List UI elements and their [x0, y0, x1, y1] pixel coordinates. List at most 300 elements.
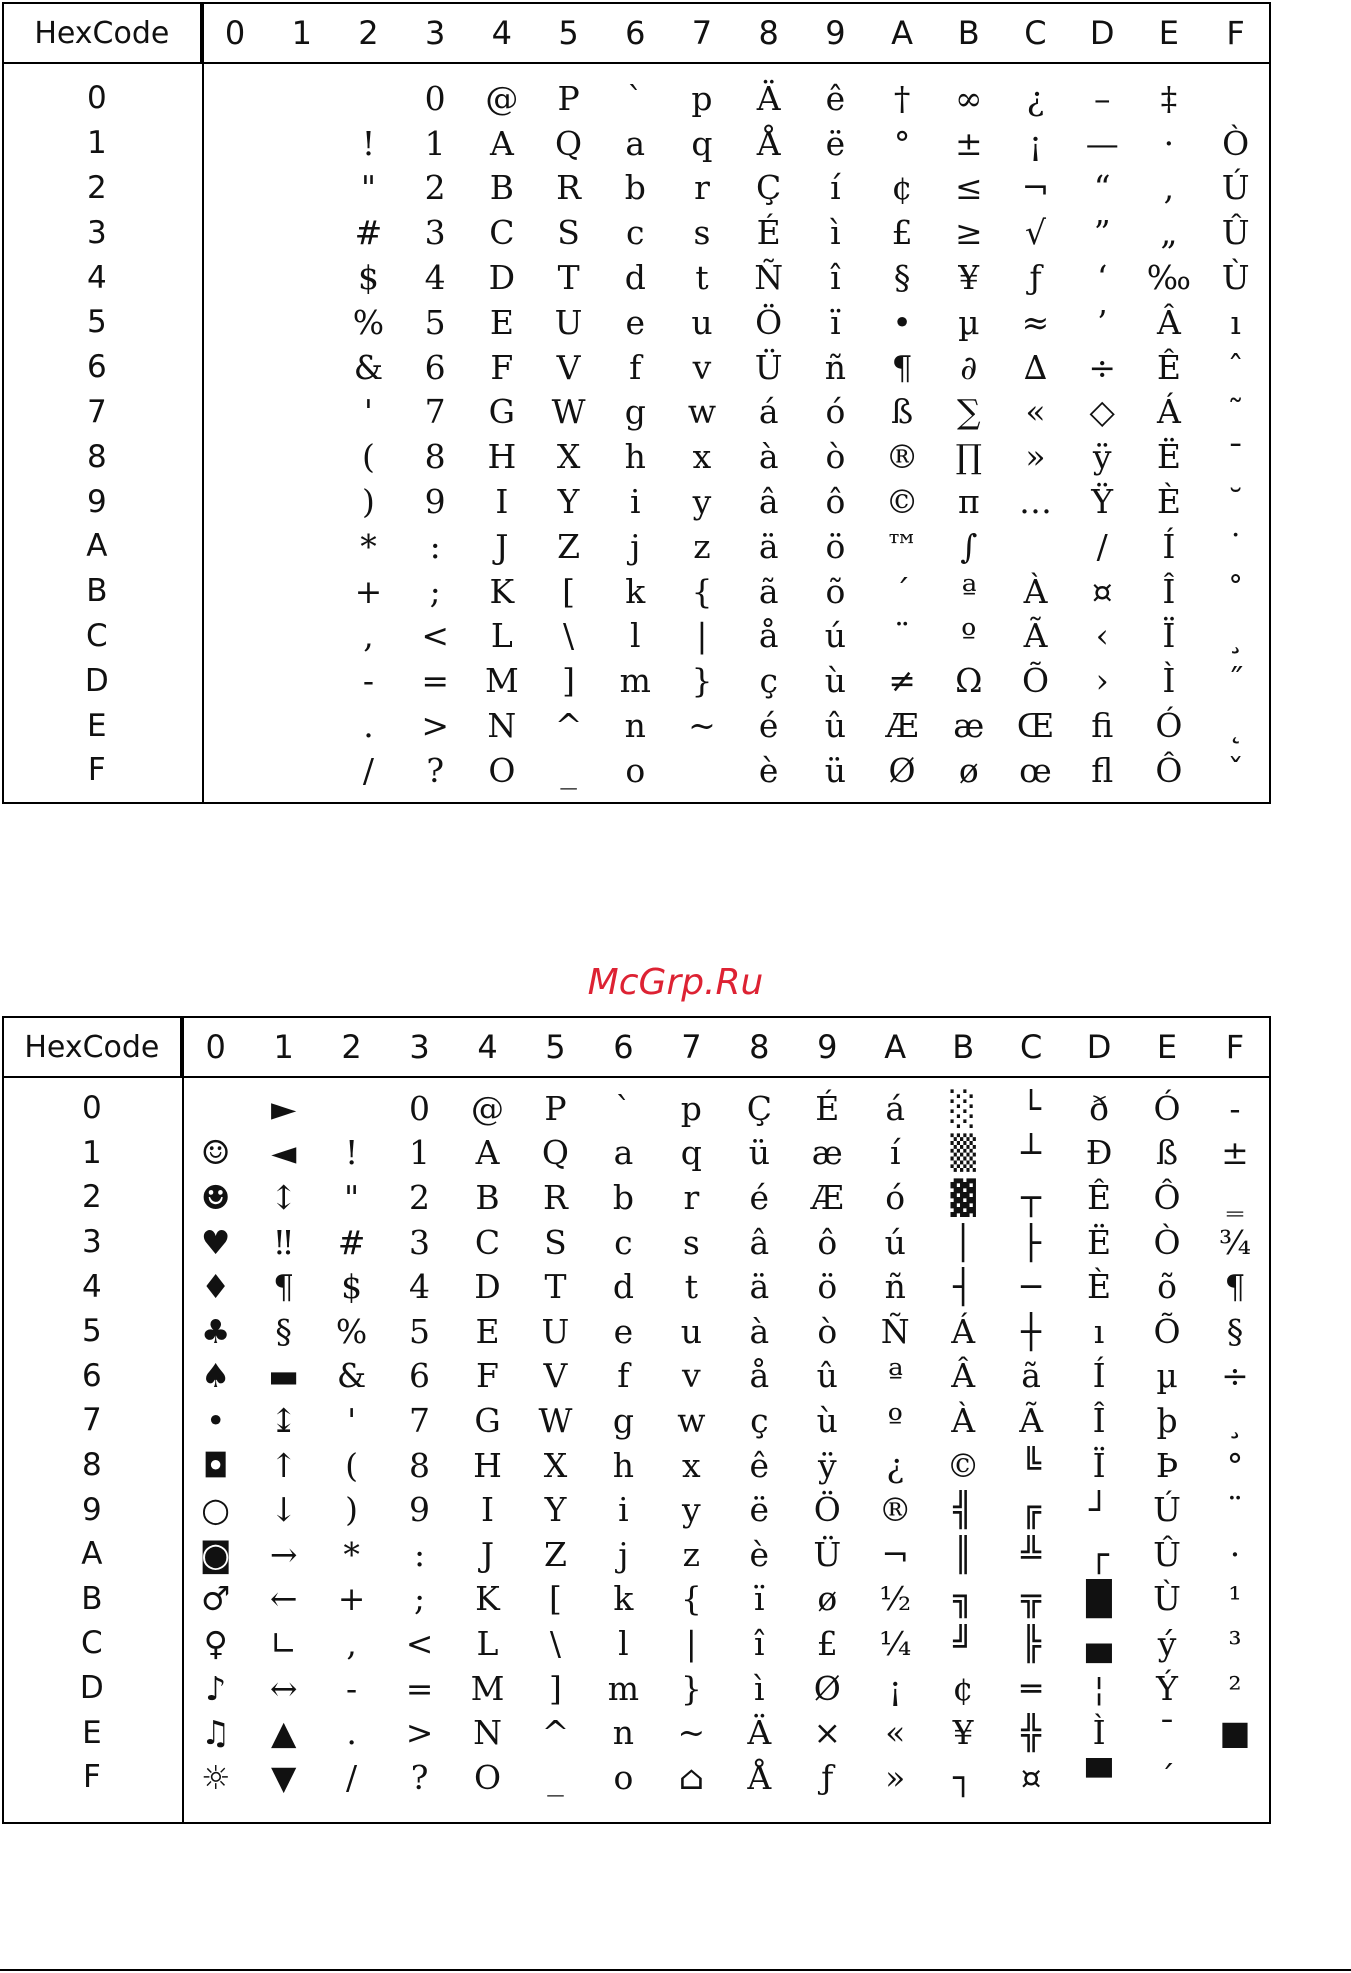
row-header: 4 — [86, 259, 107, 296]
character-cell: t — [684, 1267, 698, 1307]
character-cell: ¤ — [1020, 1757, 1042, 1797]
character-cell: 0 — [424, 78, 446, 118]
character-cell: g — [624, 392, 646, 432]
character-cell: Õ — [1153, 1311, 1181, 1351]
character-cell: 1 — [424, 123, 446, 163]
character-cell: › — [1095, 661, 1109, 701]
row-cells — [202, 213, 1269, 253]
character-cell: S — [544, 1222, 567, 1262]
row-cells — [202, 168, 1269, 208]
character-cell: h — [624, 437, 646, 477]
character-cell: « — [1025, 392, 1046, 432]
row-header: 6 — [86, 349, 107, 386]
character-cell: 8 — [424, 437, 446, 477]
character-cell: ý — [1157, 1623, 1177, 1663]
character-cell: , — [1163, 168, 1175, 208]
character-cell: ç — [750, 1400, 769, 1440]
character-cell — [202, 261, 269, 294]
character-cell: ½ — [879, 1579, 912, 1619]
character-cell: F — [476, 1356, 499, 1396]
row-cells — [182, 1356, 1269, 1396]
column-header: 1 — [291, 14, 312, 52]
character-cell: _ — [547, 1757, 564, 1797]
character-cell: , — [346, 1623, 357, 1663]
character-cell: m — [607, 1668, 640, 1708]
character-cell: µ — [1156, 1356, 1178, 1396]
character-cell — [268, 530, 335, 563]
character-cell: X — [543, 1445, 568, 1485]
row-cells — [182, 1400, 1269, 1440]
character-cell: ! — [361, 123, 376, 163]
character-cell — [202, 216, 269, 249]
character-cell: Ü — [754, 347, 783, 387]
character-table-1 — [2, 2, 1271, 804]
character-cell: > — [421, 706, 449, 746]
character-cell: a — [625, 123, 646, 163]
character-cell: | — [685, 1623, 697, 1663]
character-cell: ┌ — [1089, 1534, 1110, 1574]
row-cells — [182, 1579, 1269, 1619]
row-header: 6 — [81, 1357, 102, 1394]
character-cell: ﬁ — [1091, 706, 1114, 746]
hexcode-corner-label: HexCode — [4, 1018, 182, 1076]
table-row — [4, 1666, 1269, 1711]
character-cell: © — [946, 1445, 980, 1485]
character-cell: ) — [345, 1490, 359, 1530]
character-cell: † — [893, 78, 911, 118]
character-cell — [202, 485, 269, 518]
character-cell: § — [893, 258, 911, 298]
character-cell: 8 — [409, 1445, 431, 1485]
character-cell: Ï — [1092, 1445, 1106, 1485]
character-cell: ñ — [884, 1267, 906, 1307]
character-cell: ” — [1093, 213, 1111, 253]
character-cell: ä — [758, 526, 779, 566]
character-cell: ☺ — [200, 1133, 231, 1173]
character-cell — [1202, 82, 1269, 115]
character-cell: ∆ — [1023, 347, 1048, 387]
character-cell: ¶ — [1224, 1267, 1246, 1307]
character-cell: 5 — [424, 302, 446, 342]
column-header: 9 — [817, 1028, 838, 1066]
character-cell: ▲ — [270, 1713, 297, 1753]
character-cell: ë — [825, 123, 846, 163]
character-cell: W — [551, 392, 586, 432]
column-header: 0 — [224, 14, 246, 52]
character-cell: ┬ — [1021, 1177, 1042, 1217]
character-cell: c — [626, 213, 645, 253]
character-cell: ` — [627, 78, 644, 118]
character-cell: ¬ — [1021, 168, 1050, 208]
character-cell: ù — [824, 661, 847, 701]
row-header: 8 — [81, 1447, 102, 1484]
character-cell: ‰ — [1146, 258, 1192, 298]
character-cell: } — [691, 661, 713, 701]
character-cell: → — [269, 1534, 298, 1574]
character-cell: ƒ — [821, 1757, 834, 1797]
character-cell: õ — [825, 571, 846, 611]
character-cell: " — [344, 1177, 360, 1217]
character-cell: ' — [347, 1400, 357, 1440]
character-cell: u — [691, 302, 713, 342]
character-cell: O — [488, 750, 516, 790]
character-cell: Z — [557, 526, 581, 566]
character-cell: î — [830, 258, 841, 298]
character-cell: æ — [953, 706, 985, 746]
character-cell: ♠ — [200, 1356, 231, 1396]
row-cells — [202, 258, 1269, 298]
character-cell: ╩ — [1021, 1534, 1042, 1574]
character-cell: © — [885, 482, 919, 522]
character-cell: / — [1096, 526, 1108, 566]
character-cell: ¡ — [1028, 123, 1043, 163]
character-cell: Ä — [756, 78, 781, 118]
character-cell: ò — [817, 1311, 838, 1351]
character-cell: ü — [824, 750, 847, 790]
character-cell: ' — [363, 392, 373, 432]
character-cell: ☻ — [200, 1177, 231, 1217]
table-row — [4, 255, 1269, 300]
row-header: 0 — [86, 80, 107, 117]
column-header: A — [891, 14, 914, 52]
character-cell: ; — [413, 1579, 426, 1619]
character-cell: • — [205, 1400, 226, 1440]
character-cell: │ — [953, 1222, 974, 1262]
character-cell: » — [1025, 437, 1046, 477]
character-cell: ♀ — [203, 1623, 228, 1663]
character-cell: : — [413, 1534, 426, 1574]
row-header: 3 — [86, 214, 107, 251]
column-header: 8 — [749, 1028, 770, 1066]
row-header: 2 — [81, 1179, 102, 1216]
character-cell: Q — [541, 1133, 569, 1173]
table-row — [4, 1354, 1269, 1399]
character-cell: £ — [891, 213, 913, 253]
character-cell: T — [544, 1267, 567, 1307]
page-bottom-rule — [0, 1969, 1351, 1971]
character-cell: ˝ — [1227, 661, 1244, 701]
character-cell: * — [360, 526, 377, 566]
table-row — [4, 390, 1269, 435]
character-cell: º — [961, 616, 977, 656]
character-cell: y — [682, 1490, 701, 1530]
table-row — [4, 1443, 1269, 1488]
character-cell: ¸ — [1226, 1400, 1244, 1440]
character-cell: 4 — [409, 1267, 431, 1307]
character-cell: · — [1163, 123, 1175, 163]
character-cell: t — [695, 258, 709, 298]
character-cell — [202, 754, 269, 787]
column-header: 2 — [341, 1028, 362, 1066]
character-cell: » — [885, 1757, 906, 1797]
table-row — [4, 614, 1269, 659]
character-cell: ═ — [1021, 1668, 1042, 1708]
character-cell: j — [630, 526, 641, 566]
character-cell: ì — [830, 213, 841, 253]
character-cell: ú — [884, 1222, 906, 1262]
table-row — [4, 345, 1269, 390]
character-cell: { — [680, 1579, 702, 1619]
character-cell: ┘ — [1089, 1490, 1110, 1530]
column-header: E — [1158, 14, 1179, 52]
character-cell — [268, 216, 335, 249]
character-cell: e — [625, 302, 646, 342]
character-cell: ♦ — [200, 1267, 231, 1307]
character-cell: F — [490, 347, 514, 387]
row-cells — [182, 1623, 1269, 1663]
character-cell: ┐ — [953, 1757, 974, 1797]
character-cell: 3 — [424, 213, 446, 253]
character-cell: b — [624, 168, 646, 208]
character-cell: ß — [1156, 1133, 1179, 1173]
character-cell: L — [476, 1623, 499, 1663]
character-cell: g — [612, 1400, 634, 1440]
table-row — [4, 434, 1269, 479]
character-cell: È — [1156, 482, 1181, 522]
character-cell — [318, 1092, 386, 1125]
table-row — [4, 1220, 1269, 1265]
character-cell: £ — [816, 1623, 838, 1663]
character-cell: Å — [747, 1757, 772, 1797]
character-cell: q — [680, 1133, 702, 1173]
column-header: D — [1086, 1028, 1112, 1066]
character-cell: ò — [825, 437, 846, 477]
character-cell: ° — [1226, 1445, 1244, 1485]
character-cell: ( — [362, 437, 375, 477]
character-cell: â — [749, 1222, 770, 1262]
row-cells — [182, 1311, 1269, 1351]
row-cells — [182, 1668, 1269, 1708]
character-cell: À — [951, 1400, 976, 1440]
character-cell: & — [336, 1356, 367, 1396]
character-cell — [268, 440, 335, 473]
character-cell: ○ — [201, 1490, 231, 1530]
character-cell: ¿ — [1026, 78, 1045, 118]
column-header: 7 — [691, 14, 713, 52]
character-cell: ± — [1221, 1133, 1249, 1173]
table-row — [4, 1532, 1269, 1577]
character-cell: ∑ — [957, 392, 981, 432]
character-cell: × — [813, 1713, 842, 1753]
character-cell: ˙ — [1227, 526, 1244, 566]
character-cell: - — [346, 1668, 358, 1708]
character-cell: ∫ — [960, 526, 978, 566]
table-row — [4, 1577, 1269, 1622]
character-cell: ▀ — [1086, 1757, 1112, 1797]
character-cell: Ç — [746, 1088, 772, 1128]
character-cell: … — [1018, 482, 1052, 522]
character-cell: C — [489, 213, 515, 253]
character-cell: ♣ — [200, 1311, 231, 1351]
character-cell: ) — [362, 482, 375, 522]
character-cell: G — [474, 1400, 501, 1440]
character-cell: É — [756, 213, 781, 253]
character-cell: ◇ — [1089, 392, 1115, 432]
row-header: 9 — [86, 483, 107, 520]
character-cell: + — [354, 571, 383, 611]
character-cell: ‘ — [1096, 258, 1108, 298]
character-cell: Ô — [1153, 1177, 1181, 1217]
character-cell: C — [474, 1222, 501, 1262]
column-header: 3 — [424, 14, 446, 52]
character-cell — [202, 664, 269, 697]
character-cell: é — [758, 706, 779, 746]
character-cell: ▒ — [950, 1133, 976, 1173]
character-cell: ─ — [1021, 1267, 1042, 1307]
row-cells — [182, 1445, 1269, 1485]
character-cell: @ — [471, 1088, 504, 1128]
character-cell: É — [815, 1088, 840, 1128]
character-cell: Ç — [756, 168, 782, 208]
character-cell: ┤ — [953, 1267, 974, 1307]
character-cell — [669, 754, 736, 787]
character-cell: ˜ — [1227, 392, 1244, 432]
row-cells — [182, 1490, 1269, 1530]
character-cell: { — [691, 571, 713, 611]
character-cell: ª — [887, 1356, 904, 1396]
character-cell: ë — [749, 1490, 770, 1530]
character-cell: ◄ — [270, 1133, 297, 1173]
table-row — [4, 658, 1269, 703]
column-header: 1 — [273, 1028, 294, 1066]
character-cell: ¼ — [879, 1623, 912, 1663]
column-header: F — [1225, 1028, 1245, 1066]
character-cell — [268, 306, 335, 339]
character-cell: l — [618, 1623, 629, 1663]
character-cell: ║ — [953, 1534, 974, 1574]
character-cell: N — [487, 706, 517, 746]
row-cells — [202, 482, 1269, 522]
character-cell: Ú — [1153, 1490, 1181, 1530]
character-cell — [202, 351, 269, 384]
character-cell: e — [613, 1311, 634, 1351]
character-cell: 7 — [409, 1400, 431, 1440]
character-cell: î — [754, 1623, 765, 1663]
character-cell: ö — [825, 526, 846, 566]
hexcode-corner-label: HexCode — [4, 4, 202, 62]
character-cell: ê — [825, 78, 846, 118]
character-cell — [268, 127, 335, 160]
character-cell: 4 — [424, 258, 446, 298]
character-cell: @ — [485, 78, 519, 118]
character-cell: ¬ — [881, 1534, 910, 1574]
character-cell — [202, 709, 269, 742]
character-cell: X — [556, 437, 581, 477]
character-cell: # — [337, 1222, 366, 1262]
character-cell — [202, 171, 269, 204]
row-cells — [182, 1088, 1269, 1128]
character-cell: • — [892, 302, 912, 342]
character-cell: ┼ — [1021, 1311, 1042, 1351]
character-cell: ∏ — [955, 437, 982, 477]
character-cell: D — [474, 1267, 501, 1307]
character-cell: Ω — [955, 661, 983, 701]
character-cell: R — [556, 168, 581, 208]
character-cell: } — [680, 1668, 702, 1708]
table-row — [4, 1086, 1269, 1131]
character-cell: s — [682, 1222, 700, 1262]
table-row — [4, 479, 1269, 524]
row-header: C — [81, 1625, 103, 1662]
character-cell: √ — [1024, 213, 1046, 253]
character-cell: È — [1087, 1267, 1112, 1307]
character-cell: „ — [1160, 213, 1178, 253]
row-cells — [202, 571, 1269, 611]
row-cells — [202, 616, 1269, 656]
character-cell: ! — [344, 1133, 359, 1173]
character-cell: ÷ — [1221, 1356, 1249, 1396]
character-cell: è — [749, 1534, 770, 1574]
character-cell: ˘ — [1227, 482, 1244, 522]
character-cell: 7 — [424, 392, 446, 432]
character-cell: , — [363, 616, 374, 656]
character-cell: á — [758, 392, 779, 432]
character-cell: Ô — [1155, 750, 1183, 790]
character-cell: Æ — [885, 706, 919, 746]
character-cell: ï — [754, 1579, 765, 1619]
character-cell: ╠ — [1021, 1623, 1042, 1663]
character-cell: ▼ — [270, 1757, 297, 1797]
row-header: 3 — [81, 1224, 102, 1261]
character-cell — [268, 619, 335, 652]
character-cell: 2 — [424, 168, 446, 208]
row-header: 5 — [86, 304, 107, 341]
character-cell: Q — [555, 123, 583, 163]
character-cell: o — [613, 1757, 634, 1797]
character-cell — [1201, 1761, 1269, 1794]
character-cell: ﬂ — [1091, 750, 1114, 790]
character-cell: ? — [410, 1757, 429, 1797]
column-header: E — [1156, 1028, 1178, 1066]
character-cell: u — [680, 1311, 702, 1351]
character-cell: ┴ — [1021, 1133, 1042, 1173]
character-cell: ↕ — [269, 1177, 298, 1217]
character-cell — [268, 261, 335, 294]
character-cell: E — [489, 302, 514, 342]
row-header: E — [87, 707, 107, 744]
character-cell: Ø — [813, 1668, 841, 1708]
character-cell: f — [617, 1356, 630, 1396]
character-cell: ® — [878, 1490, 912, 1530]
row-header: D — [79, 1670, 104, 1707]
character-cell: M — [470, 1668, 505, 1708]
character-cell: V — [556, 347, 581, 387]
character-cell: Á — [1156, 392, 1181, 432]
table-row — [4, 1398, 1269, 1443]
character-cell: \ — [563, 616, 575, 656]
column-header: 8 — [758, 14, 779, 52]
character-cell: Î — [1162, 571, 1176, 611]
character-cell: Ê — [1156, 347, 1181, 387]
column-header: B — [952, 1028, 975, 1066]
character-cell: G — [488, 392, 516, 432]
character-cell: º — [887, 1400, 903, 1440]
row-cells — [182, 1222, 1269, 1262]
character-cell — [268, 485, 335, 518]
column-header: F — [1226, 14, 1245, 52]
character-cell: ├ — [1021, 1222, 1042, 1262]
character-cell: í — [889, 1133, 901, 1173]
character-cell: o — [625, 750, 646, 790]
character-cell: k — [625, 571, 646, 611]
character-cell: ´ — [1158, 1757, 1176, 1797]
character-cell: ´ — [893, 571, 911, 611]
character-cell: m — [619, 661, 651, 701]
character-cell: Ù — [1153, 1579, 1181, 1619]
character-cell: ░ — [950, 1088, 976, 1128]
character-cell: ™ — [885, 526, 919, 566]
character-cell: ñ — [824, 347, 847, 387]
